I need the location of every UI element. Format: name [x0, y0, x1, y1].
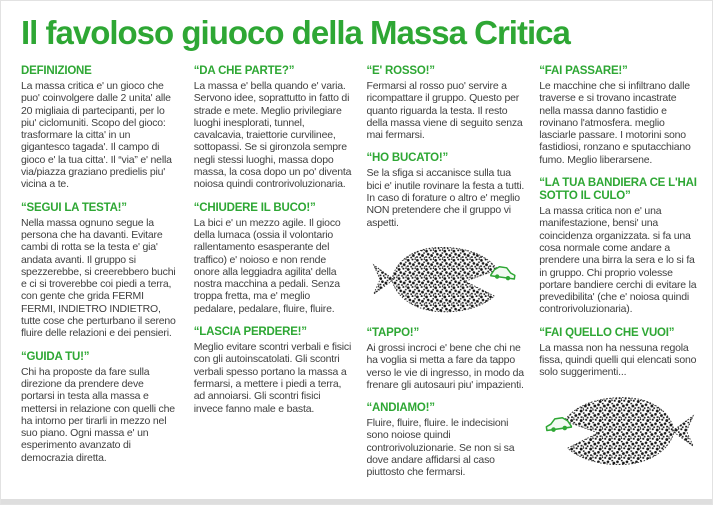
section-heading: “E' ROSSO!”	[366, 65, 435, 77]
section-body: Meglio evitare scontri verbali e fisici con gli autoinscatolati. Gli scontri verbali spesso portano la massa a fermarsi, a mettere i piedi a terra, ad annoiarsi. Gli scontri fisici invece fanno male e basta.	[193, 341, 352, 415]
bike-swarm-fish-icon	[370, 240, 520, 319]
column-2	[194, 65, 352, 496]
bike-fish-right-graphic	[367, 240, 525, 319]
section-body: Fluire, fluire, fluire. le indecisioni sono noiose quindi controrivoluzionarie. Se non si sa dove andare affidarsi al caso piuttosto che fermarsi.	[366, 417, 515, 479]
section-heading: “FAI QUELLO CHE VUOI”	[539, 326, 675, 339]
section-heading: “TAPPO!”	[366, 326, 419, 339]
section-body: Se la sfiga si accanisce sulla tua bici e' inutile rovinare la festa a tutti. In caso di forature o altro e' meglio NON pretendere che il gruppo vi aspetti.	[366, 167, 525, 229]
section-andiamo	[367, 402, 525, 478]
section-heading: “CHIUDERE IL BUCO!”	[193, 201, 316, 214]
columns-container	[21, 65, 697, 496]
section-body: La bici e' un mezzo agile. Il gioco della lumaca (ossia il volontario rallentamento esasperante del traffico) e' noioso e non rende onore alla leggiadra agilita' della nostra macchina a pedali. Senza troppa fretta, ma e' meglio pedalare, pedalare, fluire, fluire.	[193, 216, 341, 315]
bike-fish-left-graphic	[539, 390, 697, 472]
section-heading: “FAI PASSARE!”	[539, 65, 628, 77]
section-definizione	[21, 65, 179, 191]
column-1	[21, 65, 179, 496]
section-heading: DEFINIZIONE	[21, 65, 92, 77]
section-la-tua-bandiera	[539, 177, 697, 316]
page-title: Il favoloso giuoco della Massa Critica	[21, 14, 570, 51]
section-lascia-perdere	[194, 326, 352, 415]
section-tappo	[367, 327, 525, 391]
section-heading: “LASCIA PERDERE!”	[193, 326, 307, 339]
section-body: Nella massa ognuno segue la persona che ha davanti. Evitare cambi di rotta se la testa e' gia' andata avanti. Il gruppo si spezzerebbe, si creerebbero buchi e ci si troverebbe coi piedi a terra, con gente che grida FERMI FERMI, INDIETRO INDIETRO, tutte cose che perturbano il sereno fluire delle relazioni e dei pensieri.	[21, 216, 176, 340]
bike-swarm-fish-mirrored-icon	[541, 390, 697, 472]
section-fai-quello-che-vuoi	[539, 327, 697, 379]
section-body: Ai grossi incroci e' bene che chi ne ha voglia si metta a fare da tappo verso le vie di ingresso, in modo da frenare gli autosauri piu' impazienti.	[366, 341, 524, 391]
section-heading: “GUIDA TU!”	[21, 350, 90, 363]
column-4	[539, 65, 697, 496]
section-body: Le macchine che si infiltrano dalle traverse e si trovano incastrate nella massa danno fastidio e rovinano l'atmosfera. meglio lasciarle passare. I motorini sono fastidiosi, ronzano e sputacchiano fumo. Meglio liberarsene.	[539, 80, 691, 166]
section-body: La massa critica e' un gioco che puo' coinvolgere dalle 2 unita' alle 20 migliaia di partecipanti, per lo piu' ciclomuniti. Scopo del gioco: trasformare la citta' in un gigantesco tagada'. Il campo di gioco e' la tua citta'. Il “via” e' nella via/piazza graziano predielis piu' vicina a te.	[21, 80, 172, 191]
section-body: Fermarsi al rosso puo' servire a ricompattare il gruppo. Questo per quanto riguarda la testa. Il resto della massa viene di seguito senza mai fermarsi.	[366, 80, 523, 142]
section-heading: “DA CHE PARTE?”	[193, 65, 295, 77]
section-heading: “SEGUI LA TESTA!”	[21, 201, 127, 214]
section-guida-tu	[21, 351, 179, 464]
section-e-rosso	[367, 65, 525, 141]
section-body: Chi ha proposte da fare sulla direzione da prendere deve portarsi in testa alla massa e mettersi in relazione con quelli che ha intorno per tirarli in mezzo nel suo piano. Ogni massa e' un esperimento avanzato di democrazia diretta.	[21, 365, 175, 464]
section-body: La massa e' bella quando e' varia. Servono idee, soprattutto in fatto di strade e mete. Meglio privilegiare luoghi inesplorati, tunnel, cavalcavia, traiettorie curvilinee, sottopassi. Se si gironzola sempre negli stessi luoghi, massa dopo massa, la cosa dopo un po' diventa noiosa quindi controrivoluzionaria.	[193, 80, 352, 191]
column-3	[367, 65, 525, 496]
section-segui-la-testa	[21, 202, 179, 340]
section-da-che-parte	[194, 65, 352, 191]
section-heading: “LA TUA BANDIERA CE L'HAI SOTTO IL CULO”	[539, 177, 697, 203]
section-body: La massa non ha nessuna regola fissa, quindi quelli qui elencati sono solo suggerimenti...	[539, 341, 697, 379]
section-heading: “HO BUCATO!”	[366, 152, 449, 165]
section-heading: “ANDIAMO!”	[366, 402, 435, 415]
section-body: La massa critica non e' una manifestazione, bensi' una coincidenza organizzata. si fa una cosa normale come andare a prendere una birra la sera e lo si fa in gruppo. Chi proprio volesse portare bandiere cerchi di evitare la prevedibilita' (che e' noiosa quindi controrivoluzionaria).	[539, 205, 697, 316]
section-ho-bucato	[367, 152, 525, 228]
section-fai-passare	[539, 65, 697, 166]
section-chiudere-il-buco	[194, 202, 352, 315]
page-bottom-edge	[1, 499, 712, 504]
